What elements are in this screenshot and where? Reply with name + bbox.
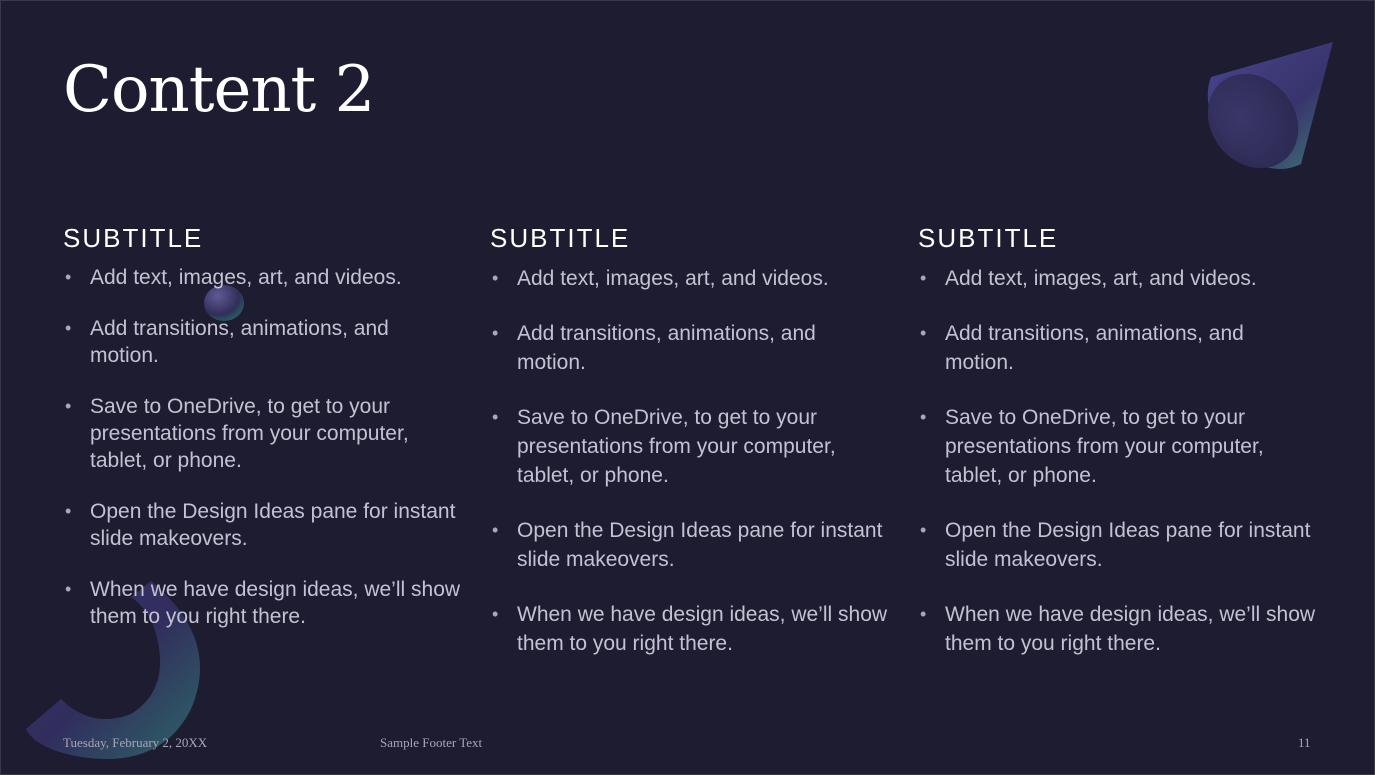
bullet-list <box>918 264 1318 658</box>
bullet-item: • Add transitions, animations, and motion. <box>918 319 1318 377</box>
bullet-item: • Open the Design Ideas pane for instant slide makeovers. <box>63 498 463 552</box>
content-column-1 <box>63 223 463 654</box>
column-subtitle: SUBTITLE <box>63 223 204 253</box>
slide-number: 11 <box>1298 735 1311 750</box>
slide-title: Content 2 <box>63 53 375 127</box>
bullet-item: • When we have design ideas, we’ll show them to you right there. <box>490 600 890 658</box>
bullet-item: • Open the Design Ideas pane for instant slide makeovers. <box>918 516 1318 574</box>
footer-date: Tuesday, February 2, 20XX <box>63 735 208 750</box>
bullet-item: • Save to OneDrive, to get to your presentations from your computer, tablet, or phone. <box>918 403 1318 490</box>
cone-shape-icon <box>1201 39 1341 174</box>
bullet-item: • Save to OneDrive, to get to your presentations from your computer, tablet, or phone. <box>490 403 890 490</box>
content-column-2 <box>490 223 890 684</box>
column-subtitle: SUBTITLE <box>490 223 631 253</box>
bullet-item: • Save to OneDrive, to get to your presentations from your computer, tablet, or phone. <box>63 393 463 474</box>
bullet-item: • Add transitions, animations, and motion. <box>63 315 463 369</box>
column-subtitle: SUBTITLE <box>918 223 1059 253</box>
bullet-item: • Add text, images, art, and videos. <box>490 264 890 293</box>
bullet-item: • Add text, images, art, and videos. <box>918 264 1318 293</box>
bullet-item: • Add transitions, animations, and motion. <box>490 319 890 377</box>
footer-text: Sample Footer Text <box>380 735 483 750</box>
bullet-list <box>490 264 890 658</box>
bullet-item: • When we have design ideas, we’ll show them to you right there. <box>63 576 463 630</box>
bullet-item: • Open the Design Ideas pane for instant slide makeovers. <box>490 516 890 574</box>
bullet-item: • Add text, images, art, and videos. <box>63 264 463 291</box>
bullet-item: • When we have design ideas, we’ll show them to you right there. <box>918 600 1318 658</box>
bullet-list <box>63 264 463 630</box>
content-column-3 <box>918 223 1318 684</box>
